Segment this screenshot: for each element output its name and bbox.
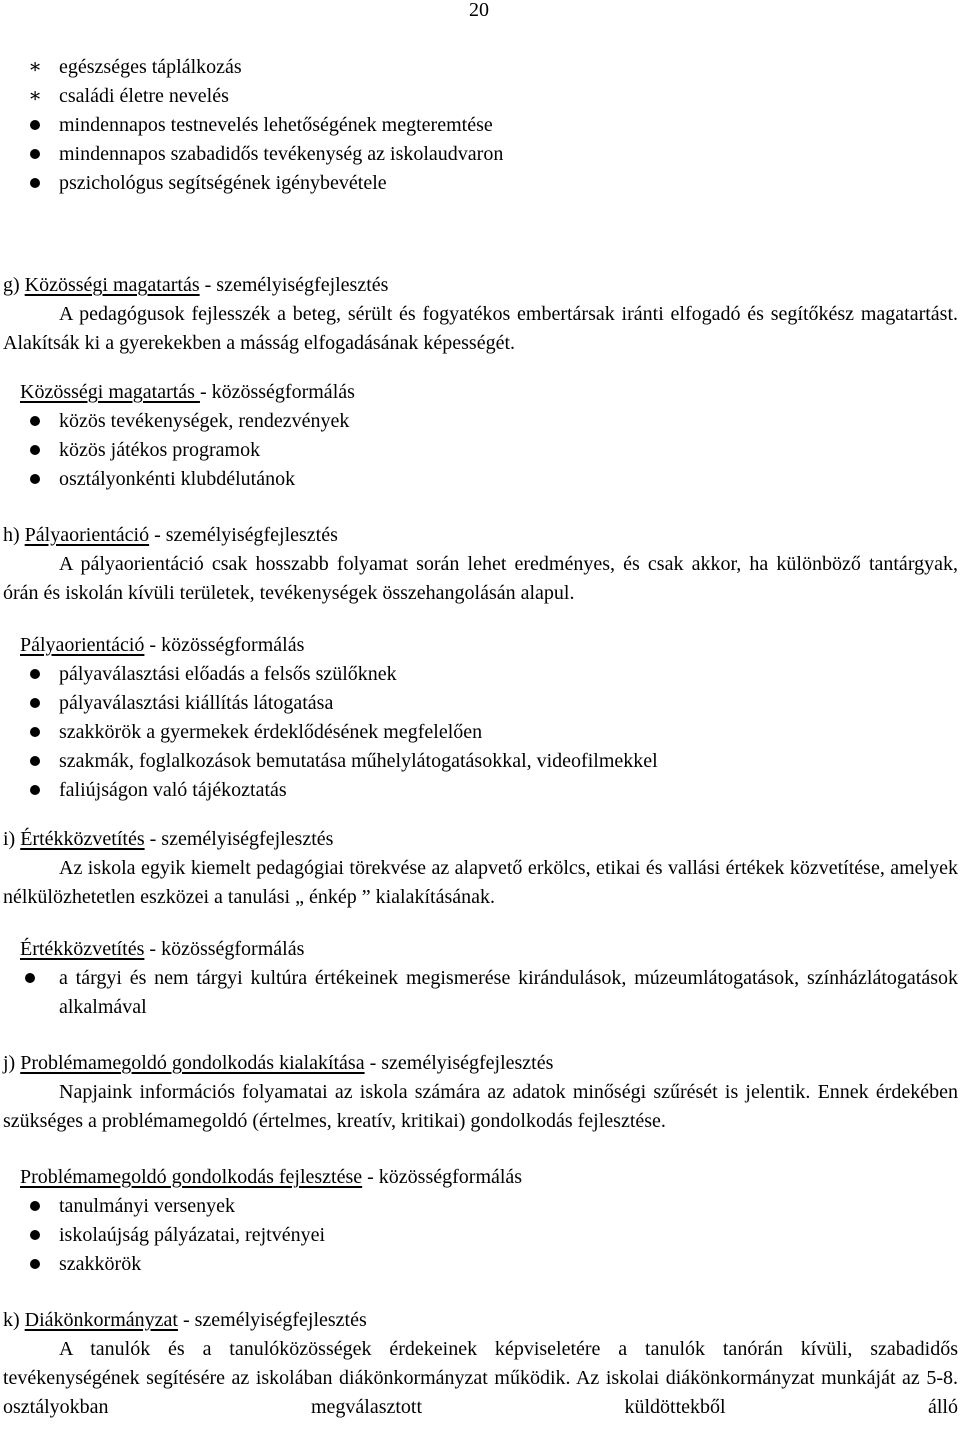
section-k-paragraph: A tanulók és a tanulóközösségek érdekeinek képviseletére a tanulók tanórán kívüli, szabadidős tevékenységének segítésére az iskolában diákönkormányzat működik. Az iskolai diákönkormányzat munkáját az 5-8. osztályokban megválasztott küldöttekből álló [3,1338,958,1418]
list-item: faliújságon való tájékoztatás [3,776,958,805]
page-number: 20 [469,0,489,21]
section-i-subheading: Értékközvetítés - közösségformálás [20,938,305,960]
list-item: pályaválasztási kiállítás látogatása [3,689,958,718]
asterisk-bullet-icon: ∗ [28,56,42,78]
section-g-heading: g) Közösségi magatartás - személyiségfejlesztés [3,274,389,296]
bullet-icon [25,111,45,140]
list-item: mindennapos szabadidős tevékenység az iskolaudvaron [3,140,958,169]
list-item: közös játékos programok [3,436,958,465]
section-i-list [3,964,958,1022]
bullet-icon [25,776,45,805]
list-item: osztályonkénti klubdélutánok [3,465,958,494]
bullet-icon [25,964,45,993]
section-j-list [3,1192,958,1279]
list-item: ∗ családi életre nevelés [3,82,958,111]
list-item: közös tevékenységek, rendezvények [3,407,958,436]
section-g-paragraph: A pedagógusok fejlesszék a beteg, sérült és fogyatékos embertársak iránti elfogadó és segítőkész magatartást. Alakítsák ki a gyerekekben a másság elfogadásának képességét. [3,303,958,354]
section-h-heading: h) Pályaorientáció - személyiségfejlesztés [3,524,338,546]
bullet-icon [25,436,45,465]
intro-list [3,53,958,198]
document-body [3,53,958,1422]
bullet-icon [25,465,45,494]
section-k-heading: k) Diákönkormányzat - személyiségfejlesztés [3,1309,367,1331]
list-item: tanulmányi versenyek [3,1192,958,1221]
bullet-icon [25,1250,45,1279]
list-item: pályaválasztási előadás a felsős szülőknek [3,660,958,689]
section-g-subheading: Közösségi magatartás - közösségformálás [20,381,355,403]
bullet-icon [25,169,45,198]
section-h-subheading: Pályaorientáció - közösségformálás [20,634,305,656]
section-j-heading: j) Problémamegoldó gondolkodás kialakítása - személyiségfejlesztés [3,1052,554,1074]
section-j-subheading: Problémamegoldó gondolkodás fejlesztése - közösségformálás [20,1166,523,1188]
bullet-icon [25,1192,45,1221]
section-j-paragraph: Napjaink információs folyamatai az iskola számára az adatok minőségi szűrését is jelentik. Ennek érdekében szükséges a problémamegoldó (értelmes, kreatív, kritikai) gondolkodás fejlesztése. [3,1081,958,1132]
bullet-icon [25,660,45,689]
bullet-icon [25,1221,45,1250]
bullet-icon [25,718,45,747]
list-item: ∗ egészséges táplálkozás [3,53,958,82]
list-item: iskolaújság pályázatai, rejtvényei [3,1221,958,1250]
list-item: a tárgyi és nem tárgyi kultúra értékeinek megismerése kirándulások, múzeumlátogatások, színházlátogatások alkalmával [3,964,958,1022]
list-item: szakmák, foglalkozások bemutatása műhelylátogatásokkal, videofilmekkel [3,747,958,776]
section-h-paragraph: A pályaorientáció csak hosszabb folyamat során lehet eredményes, és csak akkor, ha különböző tantárgyak, órán és iskolán kívüli területek, tevékenységek összehangolásán alapul. [3,553,958,604]
section-i-paragraph: Az iskola egyik kiemelt pedagógiai törekvése az alapvető erkölcs, etikai és vallási értékek közvetítése, amelyek nélkülözhetetlen eszközei a tanulási „ énkép ” kialakításának. [3,857,958,908]
bullet-icon [25,747,45,776]
list-item: szakkörök a gyermekek érdeklődésének megfelelően [3,718,958,747]
section-i-heading: i) Értékközvetítés - személyiségfejlesztés [3,828,334,850]
asterisk-bullet-icon: ∗ [28,85,42,107]
list-item: mindennapos testnevelés lehetőségének megteremtése [3,111,958,140]
bullet-icon [25,140,45,169]
section-g-list [3,407,958,494]
list-item: szakkörök [3,1250,958,1279]
list-item: pszichológus segítségének igénybevétele [3,169,958,198]
bullet-icon [25,689,45,718]
bullet-icon [25,407,45,436]
section-h-list [3,660,958,805]
